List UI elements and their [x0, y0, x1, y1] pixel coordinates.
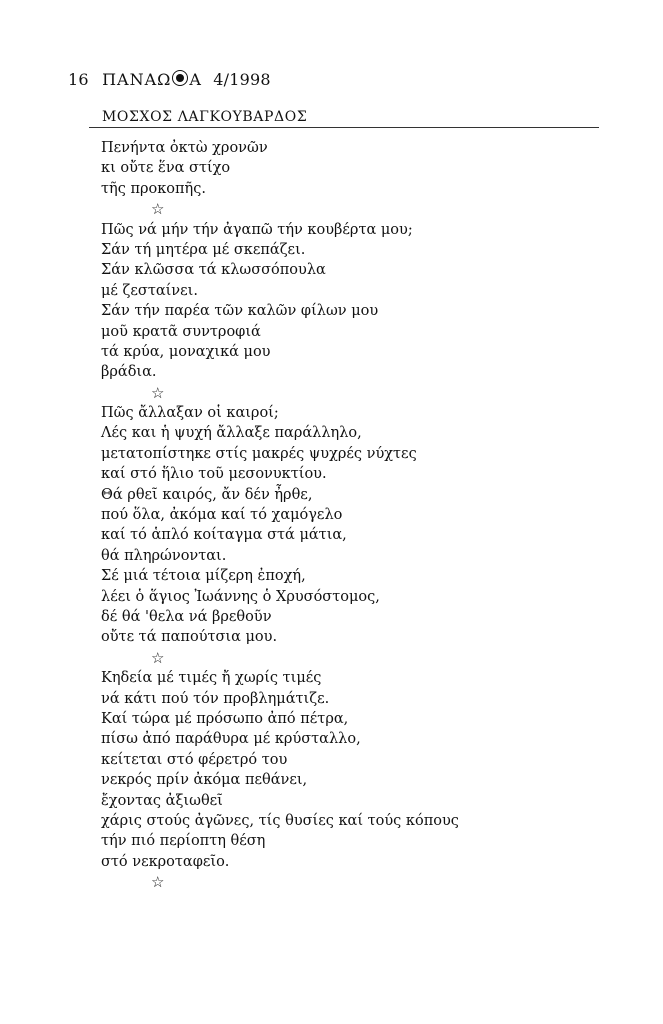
poem-line: Θά ρθεῖ καιρός, ἄν δέν ἦρθε,	[101, 486, 313, 503]
poem-line: τήν πιό περίοπτη θέση	[101, 833, 266, 850]
poem-line: λέει ὁ ἅγιος Ἰωάννης ὁ Χρυσόστομος,	[101, 588, 380, 605]
poem-line: μοῦ κρατᾶ συντροφιά	[101, 323, 261, 340]
poem-line: καί στό ἥλιο τοῦ μεσονυκτίου.	[101, 466, 327, 483]
poem-line: Καί τώρα μέ πρόσωπο ἀπό πέτρα,	[101, 710, 349, 727]
magazine-title-part2: Α	[189, 70, 202, 89]
poem-line: Πῶς ἄλλαξαν οἱ καιροί;	[101, 405, 279, 422]
poem-line: πίσω ἀπό παράθυρα μέ κρύσταλλο,	[101, 731, 361, 748]
poem-text	[101, 138, 581, 892]
header-divider	[89, 127, 599, 128]
poem-line: μέ ζεσταίνει.	[101, 282, 198, 299]
poem-line: Πῶς νά μήν τήν ἀγαπῶ τήν κουβέρτα μου;	[101, 221, 413, 238]
poem-line: στό νεκροταφεῖο.	[101, 853, 230, 870]
poem-line: θά πληρώνονται.	[101, 547, 227, 564]
poem-line: νά κάτι πού τόν προβλημάτιζε.	[101, 690, 330, 707]
poem-line: Πενήντα ὀκτὼ χρονῶν	[101, 140, 268, 156]
poem-line: καί τό ἁπλό κοίταγμα στά μάτια,	[101, 527, 347, 544]
poem-line: ἔχοντας ἀξιωθεῖ	[101, 792, 223, 809]
poem-line: τῆς προκοπῆς.	[101, 180, 206, 197]
issue-number: 4/1998	[213, 70, 271, 89]
page-number: 16	[68, 70, 89, 89]
poem-line: Κηδεία μέ τιμές ἤ χωρίς τιμές	[101, 670, 322, 687]
magazine-logo-icon	[172, 70, 188, 86]
poem-line: δέ θά 'θελα νά βρεθοῦν	[101, 608, 272, 625]
poem-line: τά κρύα, μοναχικά μου	[101, 343, 271, 360]
poem-line: βράδια.	[101, 364, 157, 381]
poem-line: Σέ μιά τέτοια μίζερη ἐποχή,	[101, 568, 306, 585]
running-header	[68, 70, 271, 89]
poem-line: νεκρός πρίν ἀκόμα πεθάνει,	[101, 772, 308, 789]
poem-line: Σάν τήν παρέα τῶν καλῶν φίλων μου	[101, 303, 379, 320]
magazine-title-part1: ΠΑΝΑΩ	[102, 70, 172, 89]
poem-line: κείτεται στό φέρετρό του	[101, 751, 288, 768]
poem-line: μετατοπίστηκε στίς μακρές ψυχρές νύχτες	[101, 445, 417, 462]
star-separator-icon: ☆	[151, 383, 165, 402]
poem-line: πού ὅλα, ἀκόμα καί τό χαμόγελο	[101, 507, 343, 524]
magazine-title	[102, 70, 202, 89]
poem-line: Σάν τή μητέρα μέ σκεπάζει.	[101, 241, 306, 258]
poem-line: οὔτε τά παπούτσια μου.	[101, 629, 278, 646]
star-separator-icon: ☆	[151, 200, 165, 219]
poem-line: χάρις στούς ἀγῶνες, τίς θυσίες καί τούς κόπους	[101, 812, 459, 829]
poem-line: κι οὔτε ἕνα στίχο	[101, 160, 231, 177]
star-separator-icon: ☆	[151, 648, 165, 667]
poem-line: Σάν κλῶσσα τά κλωσσόπουλα	[101, 262, 326, 279]
poem-line: Λές και ἡ ψυχή ἄλλαξε παράλληλο,	[101, 425, 362, 442]
star-separator-icon: ☆	[151, 873, 165, 892]
author-name: ΜΟΣΧΟΣ ΛΑΓΚΟΥΒΑΡΔΟΣ	[102, 109, 308, 125]
